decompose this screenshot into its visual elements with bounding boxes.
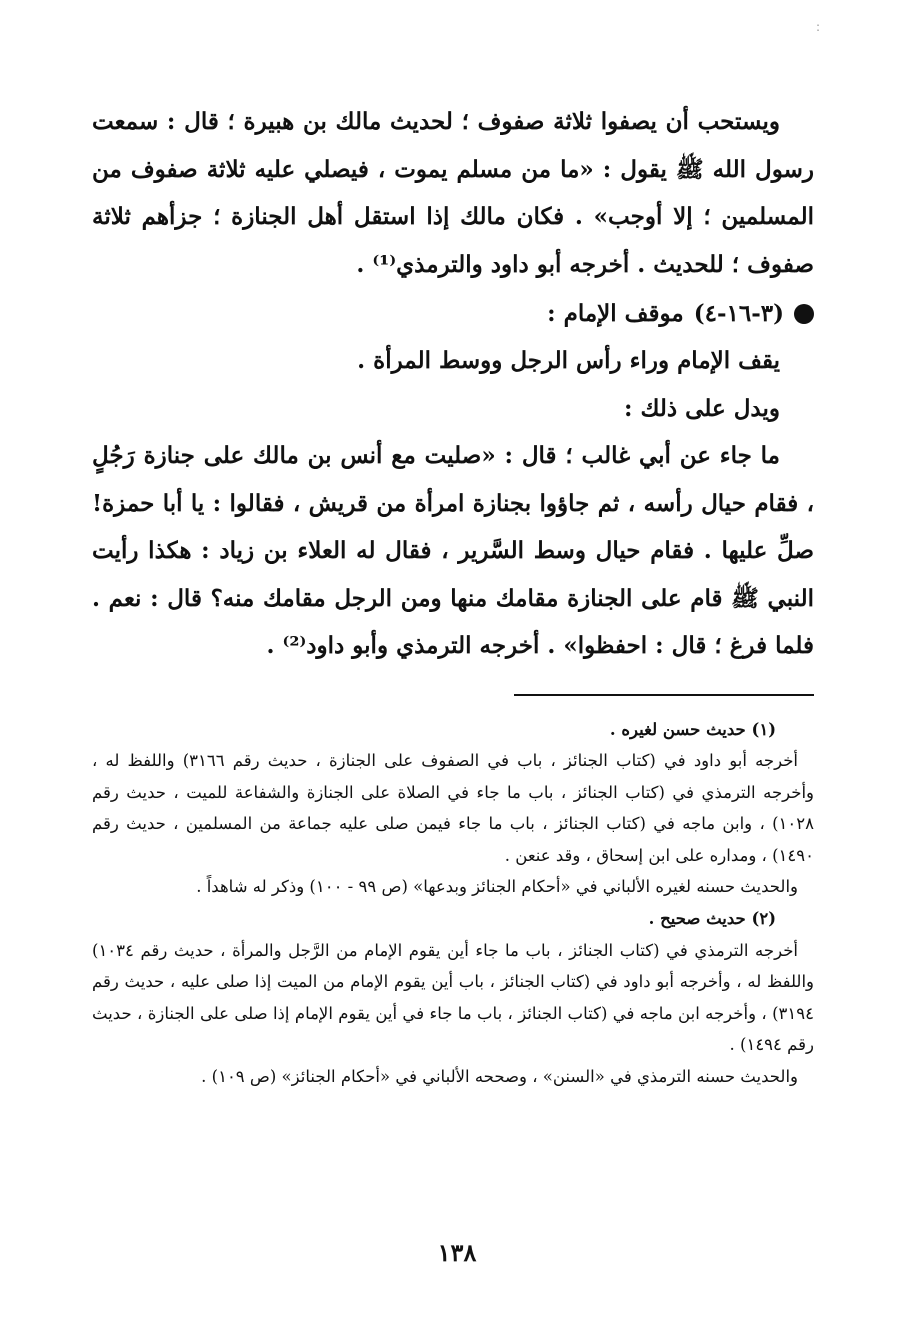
section-title: موقف الإمام : <box>547 300 684 327</box>
footnote-2-body: أخرجه الترمذي في (كتاب الجنائز ، باب ما جاء أين يقوم الإمام من الرَّجل والمرأة ، حديث رقم ١٠٣٤) واللفظ له ، وأخرجه أبو داود في (كتاب الجنائز ، باب أين يقوم الإمام من الميت إذا صلى عليه ، حديث رقم ٣١٩٤) ، وأخرجه ابن ماجه في (كتاب الجنائز ، باب ما جاء في أين يقوم الإمام إذا صلى على الجنازة ، حديث رقم ١٤٩٤) . <box>92 940 814 1055</box>
page-body <box>92 98 814 1278</box>
paragraph-evidence-intro: ويدل على ذلك : <box>624 394 780 422</box>
footnote-2-grading: والحديث حسنه الترمذي في «السنن» ، وصححه الألباني في «أحكام الجنائز» (ص ١٠٩) . <box>201 1067 798 1087</box>
footnote-1-body: أخرجه أبو داود في (كتاب الجنائز ، باب في الصفوف على الجنازة ، حديث رقم ٣١٦٦) واللفظ له ، وأخرجه الترمذي في (كتاب الجنائز ، باب ما جاء في الصلاة على الجنازة والشفاعة للميت ، حديث رقم ١٠٢٨) ، وابن ماجه في (كتاب الجنائز ، باب ما جاء فيمن صلى عليه جماعة من المسلمين ، حديث رقم ١٤٩٠) ، ومداره على ابن إسحاق ، وقد عنعن . <box>92 751 814 865</box>
main-text <box>92 98 814 670</box>
section-heading <box>92 290 814 337</box>
section-number: (٣-١٦-٤) <box>693 300 784 327</box>
footnote-1-grading: والحديث حسنه لغيره الألباني في «أحكام الجنائز وبدعها» (ص ٩٩ - ١٠٠) وذكر له شاهداً . <box>196 877 798 897</box>
paragraph-imam-position: يقف الإمام وراء رأس الرجل ووسط المرأة . <box>357 347 780 374</box>
corner-mark: : <box>815 20 820 34</box>
paragraph-abu-ghalib-hadith: ما جاء عن أبي غالب ؛ قال : «صليت مع أنس بن مالك على جنازة رَجُلٍ ، فقام حيال رأسه ، ثم جاؤوا بجنازة امرأة من قريش ، فقالوا : يا أبا حمزة! صلِّ عليها . فقام حيال وسط السَّرير ، فقال له العلاء بن زياد : هكذا رأيت النبي ﷺ قام على الجنازة مقامك منها ومن الرجل مقامك منه؟ قال : نعم . فلما فرغ ؛ قال : احفظوا» . أخرجه الترمذي وأبو داود⁽²⁾ . <box>92 442 814 659</box>
footnote-2-head: (٢) حديث صحيح . <box>648 909 776 929</box>
page-number: ١٣٨ <box>437 1238 477 1267</box>
bullet-dot-icon <box>794 304 814 324</box>
footnotes <box>92 714 814 1093</box>
footnote-1-head: (١) حديث حسن لغيره . <box>609 719 776 739</box>
footnote-separator <box>514 694 814 696</box>
paragraph-wujub: ويستحب أن يصفوا ثلاثة صفوف ؛ لحديث مالك بن هبيرة ؛ قال : سمعت رسول الله ﷺ يقول : «ما من مسلم يموت ، فيصلي عليه ثلاثة صفوف من المسلمين ؛ إلا أوجب» . فكان مالك إذا استقل أهل الجنازة ؛ جزأهم ثلاثة صفوف ؛ للحديث . أخرجه أبو داود والترمذي⁽¹⁾ . <box>92 108 814 278</box>
